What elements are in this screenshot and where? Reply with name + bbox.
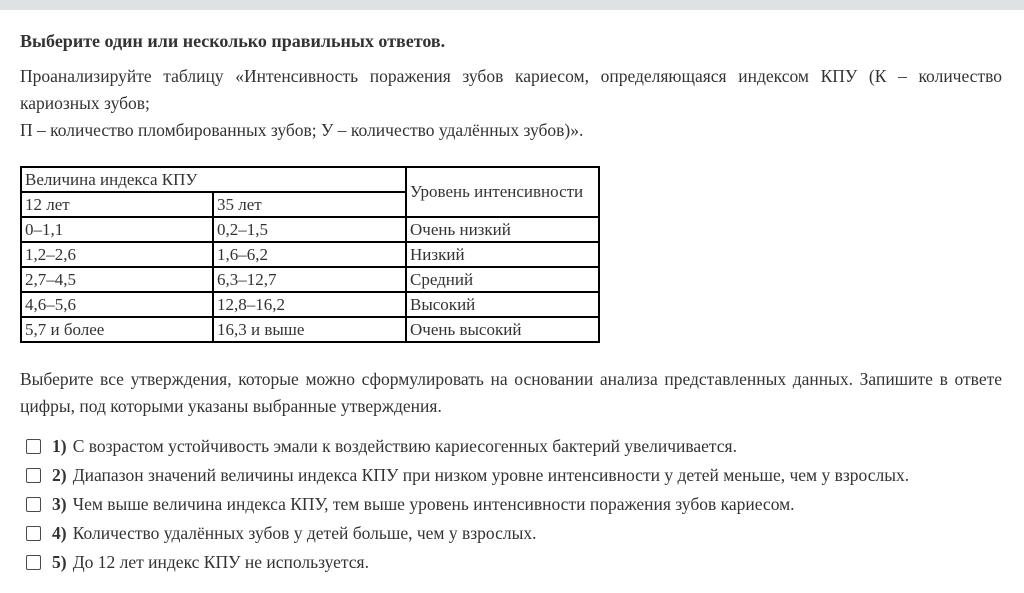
option-1-number: 1) <box>52 436 67 456</box>
table-row <box>21 267 599 292</box>
cell-age35: 6,3–12,7 <box>213 267 406 292</box>
cell-age35: 1,6–6,2 <box>213 242 406 267</box>
option-row-2[interactable] <box>26 464 1002 486</box>
top-bar <box>0 0 1024 10</box>
option-4-label <box>52 522 536 544</box>
kpu-table <box>20 166 600 343</box>
table-row <box>21 292 599 317</box>
cell-age12: 0–1,1 <box>21 217 213 242</box>
option-4-text: Количество удалённых зубов у детей больше, чем у взрослых. <box>72 523 537 543</box>
cell-level: Низкий <box>406 242 599 267</box>
table-row <box>21 217 599 242</box>
option-4-number: 4) <box>52 523 67 543</box>
question-content <box>0 29 1024 573</box>
table-header-row-1 <box>21 167 599 192</box>
option-1-label <box>52 435 737 457</box>
cell-age35: 12,8–16,2 <box>213 292 406 317</box>
option-5-text: До 12 лет индекс КПУ не используется. <box>72 552 369 572</box>
option-row-5[interactable] <box>26 551 1002 573</box>
table-row <box>21 242 599 267</box>
cell-level: Очень низкий <box>406 217 599 242</box>
option-2-checkbox[interactable] <box>26 468 41 483</box>
cell-level: Высокий <box>406 292 599 317</box>
option-row-1[interactable] <box>26 435 1002 457</box>
cell-age12: 1,2–2,6 <box>21 242 213 267</box>
cell-age12: 4,6–5,6 <box>21 292 213 317</box>
option-3-checkbox[interactable] <box>26 497 41 512</box>
option-3-label <box>52 493 795 515</box>
option-2-label <box>52 464 909 486</box>
cell-age35: 16,3 и выше <box>213 317 406 342</box>
cell-age12: 5,7 и более <box>21 317 213 342</box>
table-header-age-35: 35 лет <box>213 192 406 217</box>
table-header-age-12: 12 лет <box>21 192 213 217</box>
option-2-number: 2) <box>52 465 67 485</box>
question-intro-line-1: Проанализируйте таблицу «Интенсивность поражения зубов кариесом, определяющаяся индексом КПУ (К – количество кариозных зубов; <box>20 66 1002 113</box>
cell-level: Очень высокий <box>406 317 599 342</box>
option-row-3[interactable] <box>26 493 1002 515</box>
option-5-label <box>52 551 369 573</box>
cell-level: Средний <box>406 267 599 292</box>
option-5-checkbox[interactable] <box>26 555 41 570</box>
task-instruction: Выберите все утверждения, которые можно сформулировать на основании анализа представленных данных. Запишите в ответе цифры, под которыми указаны выбранные утверждения. <box>20 369 1002 416</box>
option-3-text: Чем выше величина индекса КПУ, тем выше уровень интенсивности поражения зубов кариесом. <box>72 494 795 514</box>
question-intro-line-2: П – количество пломбированных зубов; У – количество удалённых зубов)». <box>20 120 584 140</box>
cell-age12: 2,7–4,5 <box>21 267 213 292</box>
question-title: Выберите один или несколько правильных ответов. <box>20 31 446 51</box>
table-header-index-value: Величина индекса КПУ <box>21 167 406 192</box>
option-1-checkbox[interactable] <box>26 439 41 454</box>
cell-age35: 0,2–1,5 <box>213 217 406 242</box>
option-1-text: С возрастом устойчивость эмали к воздействию кариесогенных бактерий увеличивается. <box>72 436 737 456</box>
table-row <box>21 317 599 342</box>
option-5-number: 5) <box>52 552 67 572</box>
table-header-intensity-level: Уровень интенсивности <box>406 167 599 217</box>
option-3-number: 3) <box>52 494 67 514</box>
option-row-4[interactable] <box>26 522 1002 544</box>
option-4-checkbox[interactable] <box>26 526 41 541</box>
option-2-text: Диапазон значений величины индекса КПУ при низком уровне интенсивности у детей меньше, чем у взрослых. <box>72 465 910 485</box>
answer-options <box>20 435 1002 573</box>
